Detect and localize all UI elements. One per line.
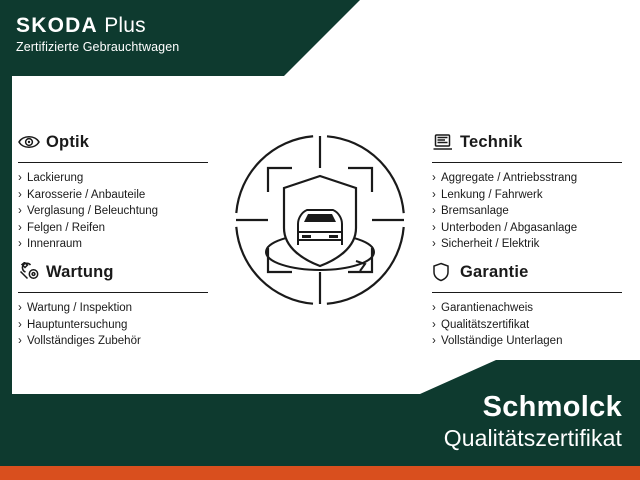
list-item-label: Qualitätszertifikat	[441, 318, 530, 331]
chevron-right-icon: ›	[432, 221, 436, 234]
list-item	[18, 300, 208, 317]
chevron-right-icon: ›	[18, 302, 22, 314]
list-item	[432, 300, 622, 317]
wrench-gear-icon	[18, 259, 46, 285]
list-item	[432, 203, 622, 220]
chevron-right-icon: ›	[432, 172, 436, 184]
list-item-label: Innenraum	[27, 238, 82, 250]
chevron-right-icon: ›	[432, 335, 436, 347]
list-item	[18, 333, 208, 350]
brand-name: SKODA	[16, 14, 98, 37]
list-item-label: Vollständiges Zubehör	[27, 335, 141, 347]
section-divider	[18, 162, 208, 163]
list-item	[18, 170, 208, 187]
footer-block	[444, 390, 622, 452]
section-title: Technik	[460, 132, 523, 151]
brand-tagline: Zertifizierte Gebrauchtwagen	[16, 40, 180, 54]
chevron-right-icon: ›	[18, 318, 22, 331]
chevron-right-icon: ›	[432, 238, 436, 250]
laptop-icon	[432, 129, 460, 155]
list-item	[18, 187, 208, 204]
chevron-right-icon: ›	[18, 188, 22, 201]
list-item-label: Karosserie / Anbauteile	[27, 188, 146, 201]
list-item-label: Verglasung / Beleuchtung	[27, 205, 159, 217]
car-shield-circle-graphic	[228, 128, 412, 312]
list-item	[432, 170, 622, 187]
brand-suffix: Plus	[104, 14, 146, 37]
list-item	[18, 220, 208, 237]
list-item-label: Felgen / Reifen	[27, 221, 105, 234]
section-list	[432, 170, 622, 253]
list-item-label: Sicherheit / Elektrik	[441, 238, 540, 250]
list-item-label: Lackierung	[27, 172, 84, 184]
list-item	[18, 203, 208, 220]
section-title: Garantie	[460, 262, 529, 281]
list-item-label: Unterboden / Abgasanlage	[441, 221, 578, 234]
list-item	[432, 317, 622, 334]
chevron-right-icon: ›	[432, 302, 436, 314]
section-title: Wartung	[46, 262, 114, 281]
brand-title	[16, 14, 179, 38]
chevron-right-icon: ›	[18, 335, 22, 347]
section-divider	[432, 292, 622, 293]
list-item-label: Wartung / Inspektion	[27, 302, 133, 314]
section-list	[18, 300, 208, 350]
shield-icon	[432, 259, 460, 285]
list-item	[18, 236, 208, 253]
section-list	[432, 300, 622, 350]
section-header	[18, 258, 208, 286]
section-technik	[432, 128, 622, 253]
accent-bar-corner	[0, 466, 12, 480]
section-list	[18, 170, 208, 253]
brand-block	[16, 14, 179, 55]
section-wartung	[18, 258, 208, 350]
list-item	[432, 236, 622, 253]
list-item-label: Aggregate / Antriebsstrang	[441, 172, 578, 184]
dealer-name: Schmolck	[482, 391, 622, 423]
section-title: Optik	[46, 132, 90, 151]
list-item-label: Vollständige Unterlagen	[441, 335, 563, 347]
list-item-label: Bremsanlage	[441, 205, 509, 217]
section-divider	[18, 292, 208, 293]
chevron-right-icon: ›	[432, 188, 436, 201]
section-header	[432, 128, 622, 156]
eye-icon	[18, 129, 46, 155]
list-item-label: Lenkung / Fahrwerk	[441, 188, 543, 201]
list-item	[432, 187, 622, 204]
list-item-label: Garantienachweis	[441, 302, 534, 314]
list-item-label: Hauptuntersuchung	[27, 318, 128, 331]
section-garantie	[432, 258, 622, 350]
chevron-right-icon: ›	[18, 205, 22, 217]
section-divider	[432, 162, 622, 163]
list-item	[432, 220, 622, 237]
chevron-right-icon: ›	[432, 318, 436, 331]
chevron-right-icon: ›	[18, 221, 22, 234]
footer-subtitle: Qualitätszertifikat	[443, 425, 622, 451]
section-optik	[18, 128, 208, 253]
chevron-right-icon: ›	[18, 238, 22, 250]
section-header	[18, 128, 208, 156]
section-header	[432, 258, 622, 286]
chevron-right-icon: ›	[18, 172, 22, 184]
list-item	[18, 317, 208, 334]
accent-bar	[0, 466, 640, 480]
list-item	[432, 333, 622, 350]
chevron-right-icon: ›	[432, 205, 436, 217]
